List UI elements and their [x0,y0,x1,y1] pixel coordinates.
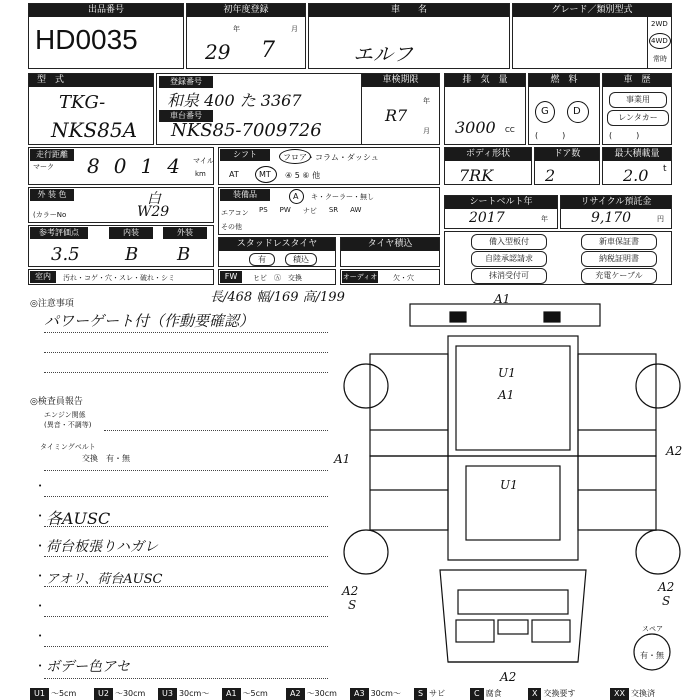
mileage-digit: 1 [140,154,154,178]
recycle-value: 9,170 [591,210,632,226]
color-box [28,187,214,223]
doors-label: ドア数 [535,148,599,161]
doc-button: 充電ケーブル [581,268,657,284]
remark-item: アオリ、荷台AUSC [46,572,163,587]
doors-box [534,147,600,185]
interior-notes-label: 室内 [30,271,56,283]
remark-item: 各AUSC [46,509,111,528]
wheel-rear-right [636,364,680,408]
damage-label: A2 [658,580,675,594]
registration-number-label: 登録番号 [159,76,213,88]
cab [448,456,578,560]
tire-load-label: タイヤ積込 [341,238,439,251]
shift-floor: フロア [283,153,307,162]
studless-yes: 有 [249,253,275,266]
audio-label: オーディオ [342,273,378,281]
chassis-number-label: 車台番号 [159,110,213,122]
seatbelt-year: 2017 [469,210,505,226]
damage-label: A1 [498,388,515,402]
mileage-digit: 0 [113,154,127,178]
mileage-digit: 4 [167,154,180,178]
interior-notes-box [28,269,214,285]
type-label: 型 式 [29,74,153,87]
spare-choice: 有・無 [640,651,664,660]
shift-options: フロア・コラム・ダッシュ [283,153,379,162]
shift-at: AT [229,170,239,179]
model-name-label: 車 名 [309,4,509,17]
equipment-list [259,206,361,216]
equipment-box [218,187,440,235]
tire-load-box [340,237,440,267]
damage-label: U1 [500,478,518,492]
capacity-label: 最大積載量 [603,148,671,161]
front-panel [440,570,586,662]
registration-box [156,73,440,145]
legend-item: U3 30cm～ [158,688,209,700]
wheel-rear-left [344,364,388,408]
fuel-d-circle [567,101,589,123]
wheel-front-left [344,530,388,574]
cc-unit: CC [505,126,515,134]
reference-score: 3.5 [51,244,80,265]
drive-4wd: 4WD [651,37,668,45]
audio-items: 欠・穴 [393,274,414,282]
capacity-unit: t [663,164,667,174]
shift-dash: ダッシュ [346,153,379,162]
damage-label: S [348,598,357,612]
grade-box [512,3,672,69]
fw-label: FW [220,271,242,283]
remark-item: ボデー色アセ [46,659,130,675]
shift-column: コラム [315,153,339,162]
legend-item: A3 30cm～ [350,688,401,700]
fuel-g: G [541,106,549,117]
exterior-score: B [177,244,191,265]
fw-items: ヒビ Ⓐ 交換 [253,274,302,282]
mileage-digits [87,154,180,178]
displacement-value: 3000 [455,118,496,137]
seatbelt-unit: 年 [541,215,548,223]
reference-score-label: 参考評価点 [30,227,88,239]
equipment-label: 装備品 [220,189,270,201]
color-code-label: (カラーNo [33,211,67,219]
type-box [28,73,154,145]
legend-item: C 腐食 [470,688,502,700]
equipment-ac-options: キ・クーラー・無し [311,193,374,201]
first-registration-box [186,3,306,69]
fuel-label: 燃 料 [529,74,599,87]
drive-2wd: 2WD [651,20,668,28]
inspector-label: ◎検査員報告 [30,397,83,407]
doc-button: 抹消受付可 [471,268,547,284]
mileage-digit: 8 [87,154,100,178]
legend-item: U2 ～30cm [94,688,145,700]
vehicle-dimensions: 長/468 幅/169 高/199 [210,290,345,305]
studless-loaded: 積込 [285,253,317,266]
equipment-ac-circle [289,189,304,204]
shift-label: シフト [220,149,270,161]
studless-box [218,237,336,267]
first-registration-year: 29 [205,40,231,64]
interior-score-label: 内装 [109,227,153,239]
first-registration-month: 7 [261,38,275,63]
lot-number-label: 出品番号 [29,4,183,17]
legend-item: A1 ～5cm [222,688,268,700]
usage-rental: レンタカー [607,110,669,126]
exterior-score-label: 外装 [163,227,207,239]
interior-score: B [125,244,139,265]
recycle-unit: 円 [657,215,664,223]
usage-box: 車 歴 事業用 レンタカー ( ) [602,73,672,145]
usage-business: 事業用 [609,92,667,108]
equipment-ac: A [293,192,299,201]
drive-4wd-circle [649,33,671,49]
displacement-box [444,73,526,145]
damage-label: A2 [666,444,683,458]
first-registration-label: 初年度登録 [187,4,305,17]
damage-label: S [662,594,671,608]
seatbelt-box [444,195,558,229]
body-label: ボディ形状 [445,148,531,161]
color-label: 外 装 色 [30,189,74,201]
inspection-value: R7 [385,106,408,125]
year-unit: 年 [233,25,240,33]
audio-box [340,269,440,285]
doc-button: 自陸承認請求 [471,251,547,267]
damage-label: A2 [500,670,517,684]
mileage-unit-km: km [195,170,206,178]
legend-item: XX 交換済 [610,688,655,700]
color-code: W29 [137,204,170,220]
shift-mt-circle [255,166,277,183]
registration-number: 和泉 400 た 3367 [167,91,302,110]
caution-text: パワーゲート付（作動要確認） [44,312,255,330]
legend-item: U1 ～5cm [30,688,76,700]
legend-item: S サビ [414,688,445,700]
color-value: 白 [147,191,161,207]
capacity-value: 2.0 [623,166,649,185]
equipment-item: SR [328,206,339,214]
mileage-mark: マーク [33,163,54,171]
equipment-item: AW [350,206,362,214]
fuel-g-circle [535,101,555,123]
capacity-box [602,147,672,185]
doc-button: 備入型板付 [471,234,547,250]
shift-mt: MT [259,170,271,179]
body-box [444,147,532,185]
score-box [28,225,214,267]
doc-button: 納税証明書 [581,251,657,267]
type-code-1: TKG- [59,92,106,113]
engine-label: エンジン関係 [44,411,86,419]
studless-label: スタッドレスタイヤ [219,238,335,251]
doors-value: 2 [545,166,556,185]
fuel-d: D [573,106,581,117]
recycle-label: リサイクル預託金 [561,196,671,209]
chassis-number: NKS85-7009726 [171,120,322,141]
documents-box [444,231,672,285]
shift-box [218,147,440,185]
legend-item: X 交換要す [528,688,575,700]
mileage-unit-mile: マイル [193,157,214,165]
engine-sub: (異音・不調等) [44,421,92,429]
inspection-year-unit: 年 [423,97,430,105]
inspection-label: 車検期限 [362,74,439,87]
timing-belt-label: タイミングベルト [40,443,96,451]
seatbelt-label: シートベルト年 [445,196,557,209]
lot-number: HD0035 [35,24,138,55]
spare-label: スペア [642,625,663,633]
recycle-box [560,195,672,229]
left-side-panel [370,354,448,456]
equipment-item: ナビ [302,207,317,215]
mileage-box [28,147,214,185]
lot-number-box [28,3,184,69]
caution-label: ◎注意事項 [30,299,74,309]
legend-item: A2 ～30cm [286,688,337,700]
month-unit: 月 [291,25,298,33]
equipment-item: PS [259,206,268,214]
model-name-box [308,3,510,69]
rear-panel [410,304,600,326]
doc-button: 新車保証書 [581,234,657,250]
equipment-other: その他 [221,223,242,231]
mileage-label: 走行距離 [30,149,74,161]
remark-item: 荷台板張りハガレ [46,539,158,555]
displacement-label: 排 気 量 [445,74,525,87]
wheel-front-right [636,530,680,574]
shift-gears: ④ 5 ⑥ 他 [285,171,321,180]
damage-label: A1 [494,292,511,306]
equipment-item: PW [279,206,291,214]
timing-belt-exchange: 交換 有・無 [82,454,130,463]
type-code-2: NKS85A [51,118,138,142]
damage-label: A2 [342,584,359,598]
shift-floor-circle [279,149,311,164]
fw-box [218,269,336,285]
body-value: 7RK [459,166,494,185]
inspection-month-unit: 月 [423,127,430,135]
model-name: エルフ [353,42,413,66]
fuel-box: 燃 料 G D ( ) [528,73,600,145]
damage-label: A1 [334,452,351,466]
equipment-aircon: エアコン [221,209,249,217]
interior-notes: 汚れ・コゲ・穴・スレ・破れ・シミ [63,274,175,282]
usage-label: 車 歴 [603,74,671,87]
damage-label: U1 [498,366,516,380]
drive-other: 常時 [653,55,667,63]
grade-label: グレード／類別型式 [513,4,671,17]
